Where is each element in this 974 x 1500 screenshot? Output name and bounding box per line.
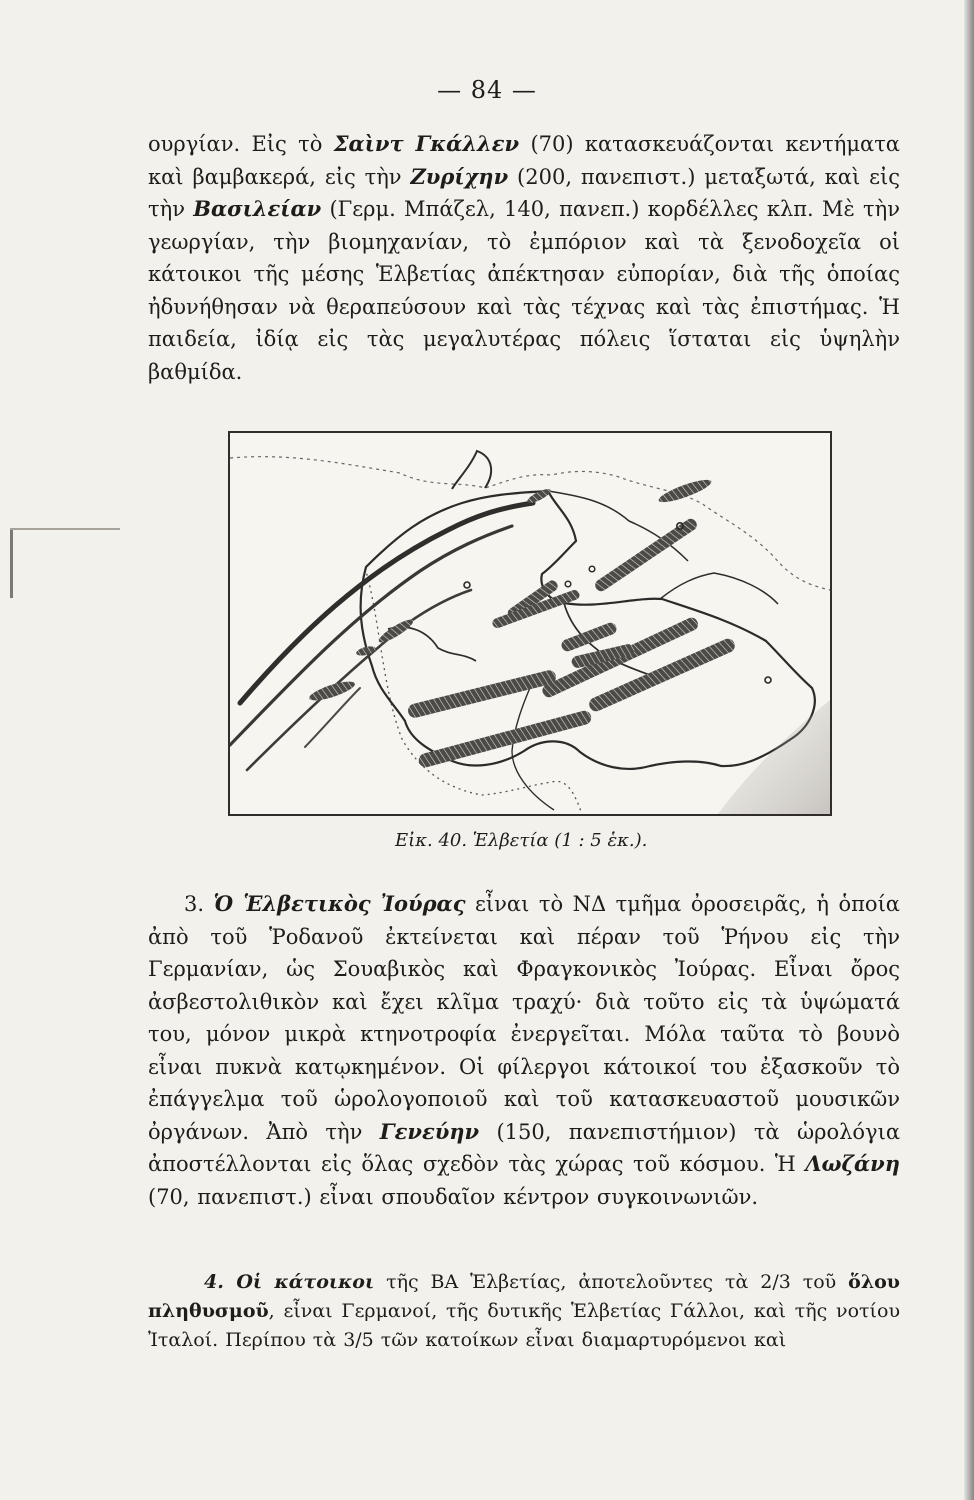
- paragraph-3-fraction-1: 2/3: [760, 1271, 791, 1293]
- paragraph-1-text-1: ουργίαν. Εἰς τὸ: [148, 132, 334, 156]
- paragraph-3-fraction-2: 3/5: [343, 1329, 374, 1351]
- left-margin-tick: [10, 528, 120, 530]
- paragraph-3-text-2: τοῦ: [790, 1271, 849, 1293]
- paragraph-3-number: 4.: [204, 1271, 237, 1293]
- paragraph-1-text-4: (Γερμ. Μπάζελ, 140, πανεπ.) κορδέλλες κλπ. Μὲ τὴν γεωργίαν, τὴν βιομηχανίαν, τὸ ἐμπόριον καὶ τὰ ξενοδοχεῖα οἱ κάτοικοι τῆς μέσης Ἑλβετίας ἀπέκτησαν εὐπορίαν, διὰ τῆς ὁποίας ἠδυνήθησαν νὰ θεραπεύσουν καὶ τὰς τέχνας καὶ τὰς ἐπιστήμας. Ἡ παιδεία, ἰδίᾳ εἰς τὰς μεγαλυτέρας πόλεις ἵσταται εἰς ὑψηλὴν βαθμίδα.: [148, 197, 901, 384]
- paragraph-1: [148, 128, 900, 388]
- paragraph-2-number: 3.: [184, 892, 214, 916]
- place-zurich: Ζυρίχην: [410, 163, 509, 189]
- paragraph-2-text-2: (150, πανεπιστήμιον) τὰ ὡρολόγια ἀποστέλλονται εἰς ὅλας σχεδὸν τὰς χώρας τοῦ κόσμου. Ἡ: [148, 1119, 901, 1176]
- left-margin-mark: [10, 528, 13, 598]
- paragraph-3-text-4: τῶν κατοίκων εἶναι διαμαρτυρόμενοι καὶ: [373, 1329, 787, 1351]
- map-background: [230, 433, 830, 814]
- switzerland-map: [230, 433, 830, 814]
- paragraph-2-text-3: (70, πανεπιστ.) εἶναι σπουδαῖον κέντρον συγκοινωνιῶν.: [148, 1184, 759, 1209]
- paragraph-3-title: Οἱ κάτοικοι: [236, 1271, 375, 1293]
- paragraph-1-text-3: (200, πανεπιστ.) μεταξωτά, καὶ εἰς τὴν: [148, 164, 900, 221]
- place-saint-gallen: Σαὶντ Γκάλλεν: [333, 131, 520, 156]
- paragraph-2-title: Ὁ Ἑλβετικὸς Ἰούρας: [213, 891, 466, 916]
- paragraph-1-text-2: (70) κατασκευάζονται κεντήματα καὶ βαμβακερά, εἰς τὴν: [148, 132, 900, 189]
- switzerland-map-figure: [228, 431, 832, 816]
- figure-caption: Εἰκ. 40. Ἑλβετία (1 : 5 ἑκ.).: [395, 830, 648, 851]
- paragraph-2: [148, 888, 900, 1213]
- paragraph-2-text-1: εἶναι τὸ ΝΔ τμῆμα ὀροσειρᾶς, ἡ ὁποία ἀπὸ τοῦ Ῥοδανοῦ ἐκτείνεται καὶ πέραν τοῦ Ῥήνου εἰς τὴν Γερμανίαν, ὡς Σουαβικὸς καὶ Φραγκονικὸς Ἰούρας. Εἶναι ὄρος ἀσβεστολιθικὸν καὶ ἔχει κλῖμα τραχύ· διὰ τοῦτο εἰς τὰ ὑψώματά του, μόνον μικρὰ κτηνοτροφία ἐνεργεῖται. Μόλα ταῦτα τὸ βουνὸ εἶναι πυκνὰ κατῳκημένον. Οἱ φίλεργοι κάτοικοί του ἐξασκοῦν τὸ ἐπάγγελμα τοῦ ὡρολογοποιοῦ καὶ τοῦ κατασκευαστοῦ μουσικῶν ὀργάνων. Ἀπὸ τὴν: [148, 892, 900, 1144]
- paragraph-3: [148, 1268, 900, 1355]
- place-geneva: Γενεύην: [379, 1118, 480, 1144]
- place-lausanne: Λωζάνη: [805, 1151, 900, 1176]
- paragraph-3-text-1: τῆς ΒΑ Ἑλβετίας, ἀποτελοῦντες τὰ: [374, 1271, 761, 1293]
- page-right-shadow: [964, 0, 974, 1500]
- place-basel: Βασιλείαν: [193, 196, 322, 221]
- paragraph-3-bold-word: ὅλου πληθυσμοῦ: [148, 1271, 900, 1322]
- page-number: — 84 —: [437, 76, 537, 104]
- paragraph-3-text-3: , εἶναι Γερμανοί, τῆς δυτικῆς Ἑλβετίας Γάλλοι, καὶ τῆς νοτίου Ἰταλοί. Περίπου τὰ: [148, 1300, 900, 1351]
